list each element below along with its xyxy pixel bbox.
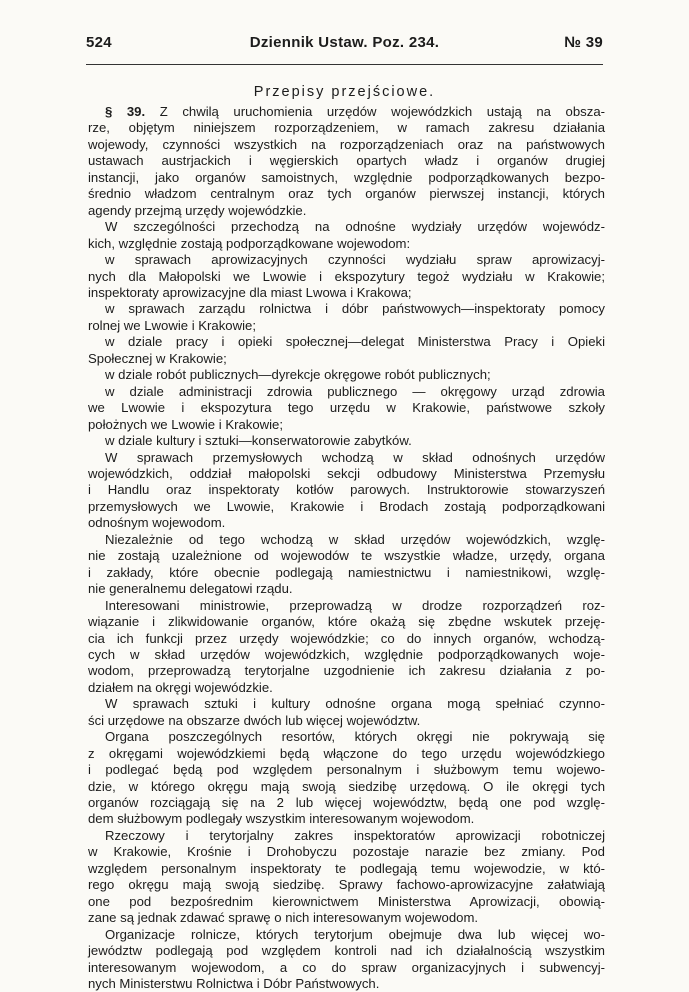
body-text <box>88 104 605 992</box>
text-line: we Lwowie i ekspozytura tego urzędu w Krakowie, państwowe szkoły <box>88 400 605 416</box>
text-line: Niezależnie od tego wchodzą w skład urzędów wojewódzkich, wzglę- <box>105 531 605 547</box>
text-line: organów rozciągają się na 2 lub więcej województw, będą one pod wzglę- <box>88 795 605 811</box>
text-line: Rzeczowy i terytorjalny zakres inspektoratów aprowizacji robotniczej <box>105 827 605 843</box>
page-number: 524 <box>86 34 112 51</box>
text-line: i zakłady, które obecnie podlegają namiestnictwu i namiestnikowi, wzglę- <box>88 564 605 580</box>
text-line: Organizacje rolnicze, których terytorjum obejmuje dwa lub więcej wo- <box>105 926 605 942</box>
header-rule <box>86 64 603 65</box>
text-line: Społecznej w Krakowie; <box>88 350 227 366</box>
text-line: wojewody, czynności wszystkich na rozporządzeniach oraz na państwowych <box>88 136 605 152</box>
text-line: rego okręgu mają swoją siedzibę. Sprawy fachowo-aprowizacyjne załatwiają <box>88 877 605 893</box>
text-line: W sprawach przemysłowych wchodzą w skład odnośnych urzędów <box>105 449 605 465</box>
text-line: W sprawach sztuki i kultury odnośne organa mogą spełniać czynno- <box>105 696 605 712</box>
section-title: Przepisy przejściowe. <box>253 84 436 100</box>
text-line: rze, objętym niniejszem rozporządzeniem, w ramach zakresu działania <box>88 120 605 136</box>
text-line: Organa poszczególnych resortów, których okręgi nie pokrywają się <box>105 729 605 745</box>
text-line: nych dla Małopolski we Lwowie i ekspozytury tegoż wydziału w Krakowie; <box>88 268 605 284</box>
text-line: jewództw podlegają pod względem kontroli nad ich działalnością wszystkim <box>88 943 605 959</box>
text-line: nych Ministerstwu Rolnictwa i Dóbr Państwowych. <box>88 976 380 992</box>
text-line: rolnej we Lwowie i Krakowie; <box>88 317 256 333</box>
text-line: w dziale pracy i opieki społecznej—delegat Ministerstwa Pracy i Opieki <box>105 334 605 350</box>
text-line: W szczególności przechodzą na odnośne wydziały urzędów wojewódz- <box>105 219 605 235</box>
text-line: średnio władzom centralnym oraz tych organów pierwszej instancji, których <box>88 186 605 202</box>
text-line: w dziale robót publicznych—dyrekcje okręgowe robót publicznych; <box>105 367 491 383</box>
text-line: w dziale administracji zdrowia publicznego — okręgowy urząd zdrowia <box>105 383 605 399</box>
text-line: w sprawach aprowizacyjnych czynności wydziału spraw aprowizacyj- <box>105 252 605 268</box>
text-line: wodom, przeprowadzą terytorjalne uzgodnienie ich zakresu działania z po- <box>88 663 605 679</box>
text-line: względem personalnym inspektoraty te podlegają temu wojewodzie, w któ- <box>88 860 605 876</box>
text-line: wiązanie i zlikwidowanie organów, które okażą się zbędne wskutek przeję- <box>88 614 605 630</box>
text-line: przemysłowych we Lwowie, Krakowie i Brodach zostają podporządkowani <box>88 498 605 514</box>
issue-number: № 39 <box>564 34 603 51</box>
text-line: zane są jednak zdawać sprawę o nich interesowanym wojewodom. <box>88 910 479 926</box>
text-line: § 39. Z chwilą uruchomienia urzędów wojewódzkich ustają na obsza- <box>105 104 606 119</box>
text-line: one pod bezpośrednim kierownictwem Ministerstwa Aprowizacji, obowią- <box>88 893 605 909</box>
text-line: dzie, w którego okręgu mają swoją siedzibę urzędową. O ile okręgi tych <box>88 778 605 794</box>
text-line: kich, względnie zostają podporządkowane wojewodom: <box>88 235 411 251</box>
text-line: w Krakowie, Krośnie i Drohobyczu pozostaje narazie bez zmiany. Pod <box>88 844 605 860</box>
text-line: i podlegać będą pod względem personalnym i służbowym temu wojewo- <box>88 762 605 778</box>
text-line: nie generalnemu delegatowi rządu. <box>88 581 293 597</box>
text-line: Interesowani ministrowie, przeprowadzą w drodze rozporządzeń roz- <box>105 597 605 613</box>
text-line: z okręgami wojewódzkiemi będą włączone do tego urzędu wojewódzkiego <box>88 745 605 761</box>
text-line: ustawach austrjackich i węgierskich opartych władz i organów drugiej <box>88 153 605 169</box>
text-line: agendy przejmą urzędy wojewódzkie. <box>88 202 307 218</box>
text-line: cych w skład urzędów wojewódzkich, względnie podporządkowanych woje- <box>88 646 605 662</box>
text-line: nie zostają uzależnione od wojewodów te wszystkie władze, urzędy, organa <box>88 548 605 564</box>
text-line: działem na okręgi wojewódzkie. <box>88 679 273 695</box>
text-line: odnośnym wojewodom. <box>88 515 226 531</box>
page-header <box>86 34 603 58</box>
text-line: cia ich funkcji przez urzędy wojewódzkie; co do innych organów, wchodzą- <box>88 630 605 646</box>
text-line: w sprawach zarządu rolnictwa i dóbr państwowych—inspektoraty pomocy <box>105 301 605 317</box>
text-line: dem służbowym podlegały wszystkim interesowanym wojewodom. <box>88 811 475 827</box>
text-line: i Handlu oraz inspektoraty kotłów parowych. Instruktorowie stowarzyszeń <box>88 482 605 498</box>
text-line: wojewódzkich, oddział małopolski sekcji odbudowy Ministerstwa Przemysłu <box>88 465 605 481</box>
journal-title: Dziennik Ustaw. Poz. 234. <box>249 34 440 51</box>
text-line: w dziale kultury i sztuki—konserwatorowie zabytków. <box>105 433 412 449</box>
text-line: inspektoraty aprowizacyjne dla miast Lwowa i Krakowa; <box>88 284 412 300</box>
text-line: interesowanym wojewodom, a co do spraw organizacyjnych i subwencyj- <box>88 959 605 975</box>
text-line: ści urzędowe na obszarze dwóch lub więcej województw. <box>88 712 421 728</box>
text-line: instancji, jako organów samoistnych, względnie podporządkowanych bezpo- <box>88 169 605 185</box>
text-line: położnych we Lwowie i Krakowie; <box>88 416 284 432</box>
